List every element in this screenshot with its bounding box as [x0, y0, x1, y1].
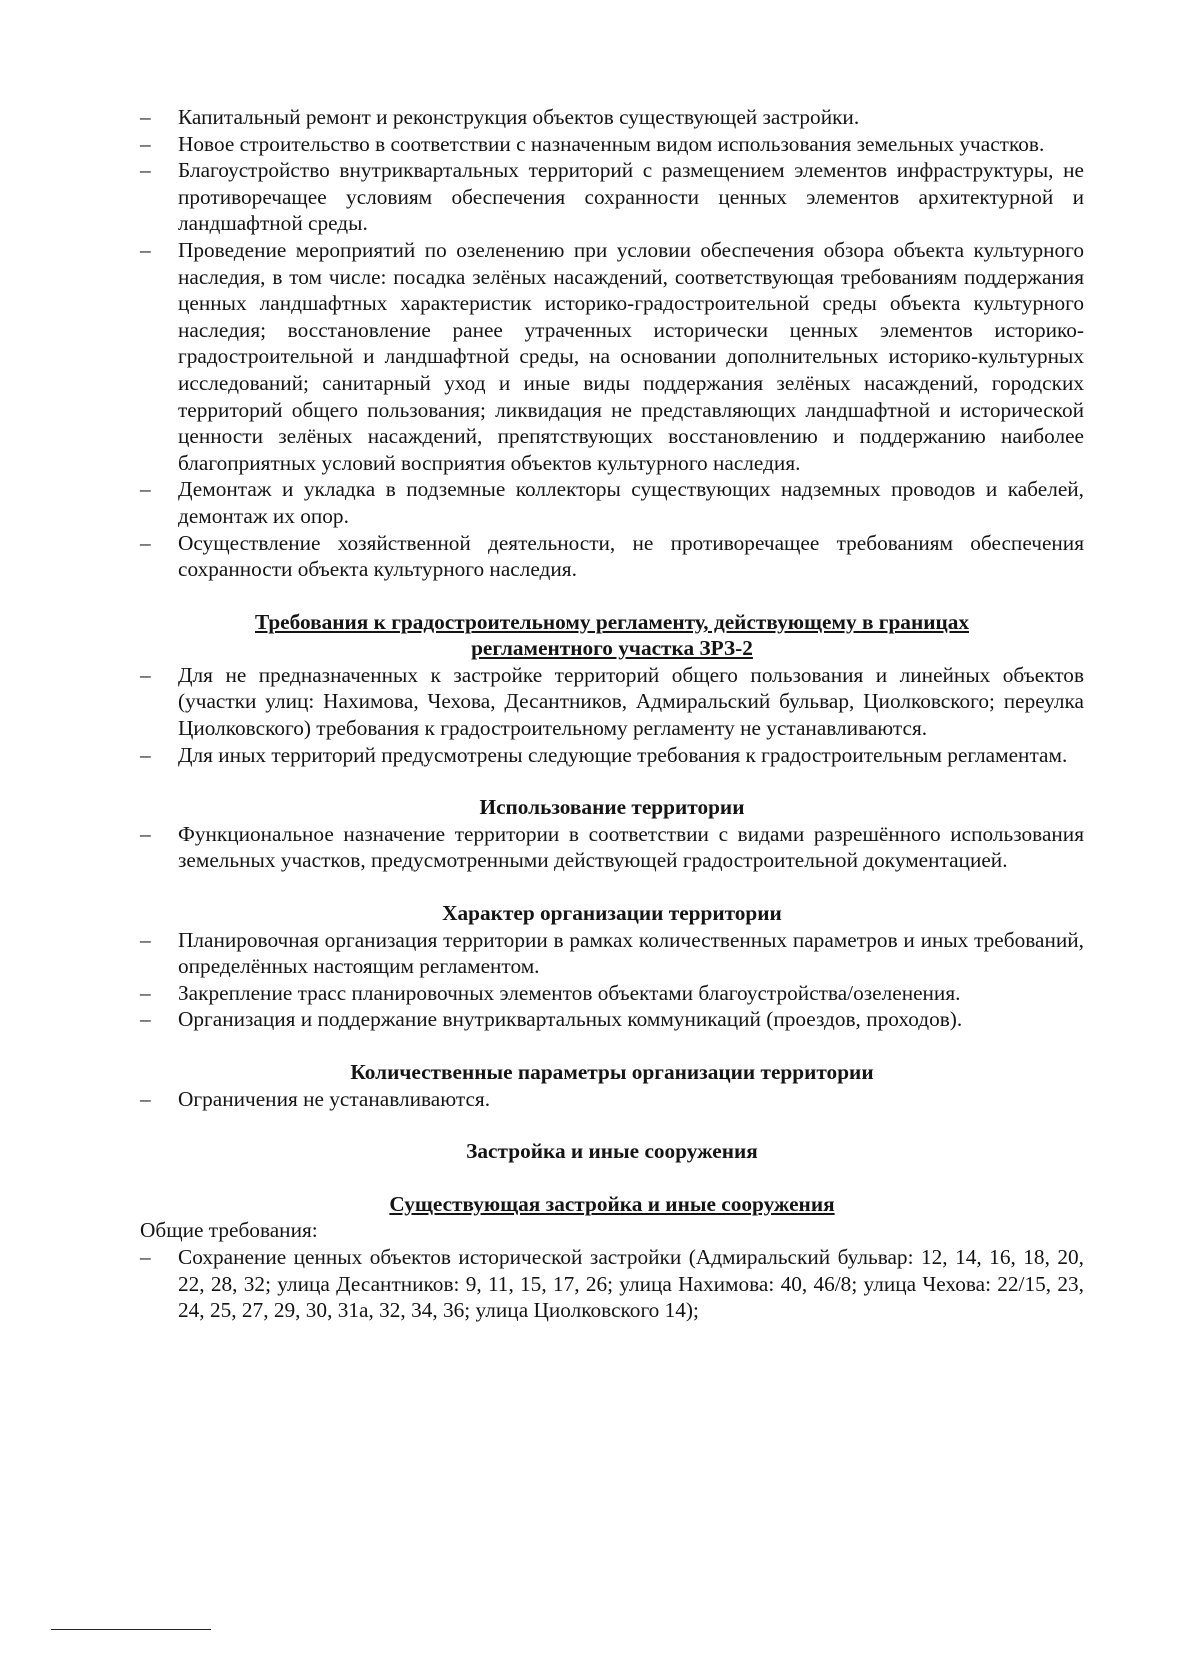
list-item: – Для иных территорий предусмотрены следующие требования к градостроительным регламентам. [140, 742, 1068, 767]
list-item: – Проведение мероприятий по озеленению при условии обеспечения обзора объекта культурного наследия, в том числе: посадка зелёных насаждений, соответствующая требованиям поддержания ценных ландшафтных характеристик историко-градостроительной среды объекта культурного наследия; восстановление ранее утраченных исторически ценных элементов историко-градостроительной и ландшафтной среды, на основании дополнительных историко-культурных исследований; санитарный уход и иные виды поддержания зелёных насаждений, городских территорий общего пользования; ликвидация не представляющих ландшафтной и исторической ценности зелёных насаждений, препятствующих восстановлению и поддержанию наиболее благоприятных условий восприятия объектов культурного наследия. [140, 237, 1084, 475]
dash-bullet: – [140, 237, 151, 262]
dash-bullet: – [140, 131, 151, 156]
list-item: – Осуществление хозяйственной деятельности, не противоречащее требованиям обеспечения сохранности объекта культурного наследия. [140, 530, 1084, 582]
dash-bullet: – [140, 742, 151, 767]
quantitative-list [140, 1086, 1084, 1113]
list-item: – Сохранение ценных объектов исторической застройки (Адмиральский бульвар: 12, 14, 16, 18, 20, 22, 28, 32; улица Десантников: 9, 11, 15, 17, 26; улица Нахимова: 40, 46/8; улица Чехова: 22/15, 23, 24, 25, 27, 29, 30, 31а, 32, 34, 36; улица Циолковского 14); [140, 1244, 1084, 1323]
dash-bullet: – [140, 105, 151, 129]
dash-bullet: – [140, 158, 151, 183]
general-requirements-label: Общие требования: [140, 1218, 318, 1243]
territory-use-list [140, 821, 1084, 874]
dash-bullet: – [140, 1244, 151, 1269]
list-item: – Функциональное назначение территории в соответствии с видами разрешённого использования земельных участков, предусмотренными действующей градостроительной документацией. [140, 821, 1084, 873]
section-heading-use: Использование территории [479, 795, 745, 820]
section-heading-buildings: Застройка и иные сооружения [466, 1139, 758, 1164]
dash-bullet: – [140, 477, 151, 502]
list-item: – Организация и поддержание внутриквартальных коммуникаций (проездов, проходов). [140, 1007, 963, 1032]
dash-bullet: – [140, 1007, 151, 1032]
territory-organization-list [140, 927, 1084, 1033]
list-item: – Закрепление трасс планировочных элементов объектами благоустройства/озеленения. [140, 980, 961, 1005]
dash-bullet: – [140, 662, 151, 687]
footnote-separator [51, 1629, 211, 1630]
zrz2-requirements-list [140, 662, 1084, 768]
list-item: – Капитальный ремонт и реконструкция объектов существующей застройки. [140, 105, 860, 129]
dash-bullet: – [140, 821, 151, 846]
dash-bullet: – [140, 927, 151, 952]
section-heading-quantitative: Количественные параметры организации территории [350, 1060, 874, 1084]
document-page [140, 104, 1084, 1324]
list-item: – Ограничения не устанавливаются. [140, 1086, 491, 1111]
section-heading-organization: Характер организации территории [442, 901, 782, 926]
list-item: – Для не предназначенных к застройке территорий общего пользования и линейных объектов (участки улиц: Нахимова, Чехова, Десантников, Адмиральский бульвар, Циолковского; переулка Циолковского) требования к градостроительному регламенту не устанавливаются. [140, 662, 1084, 741]
dash-bullet: – [140, 1086, 151, 1111]
general-requirements-list [140, 1244, 1084, 1324]
section-heading-zrz2: Требования к градостроительному регламенту, действующему в границах регламентного участка ЗРЗ-2 [254, 609, 970, 661]
list-item: – Демонтаж и укладка в подземные коллекторы существующих надземных проводов и кабелей, демонтаж их опор. [140, 477, 1084, 528]
dash-bullet: – [140, 980, 151, 1005]
list-item: – Новое строительство в соответствии с назначенным видом использования земельных участков. [140, 131, 1045, 156]
allowed-works-list [140, 104, 1084, 583]
list-item: – Планировочная организация территории в рамках количественных параметров и иных требований, определённых настоящим регламентом. [140, 927, 1084, 979]
list-item: – Благоустройство внутриквартальных территорий с размещением элементов инфраструктуры, не противоречащее условиям обеспечения сохранности ценных элементов архитектурной и ландшафтной среды. [140, 158, 1084, 236]
section-heading-existing-buildings: Существующая застройка и иные сооружения [389, 1191, 835, 1216]
dash-bullet: – [140, 530, 151, 555]
